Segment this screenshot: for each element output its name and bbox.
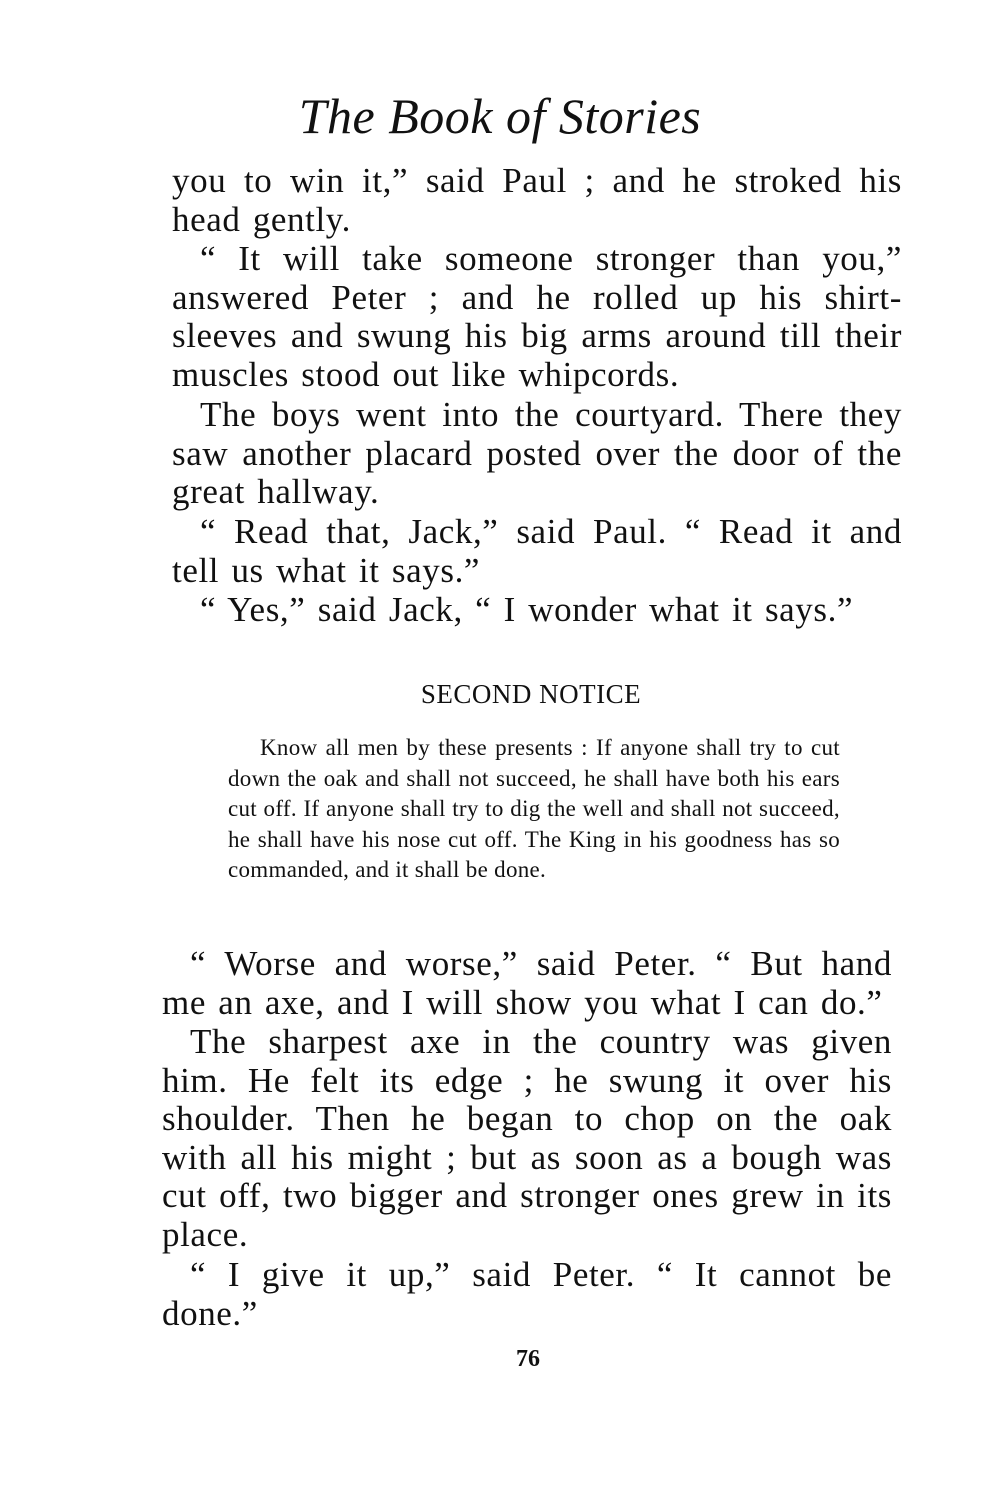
- paragraph-courtyard: The boys went into the courtyard. There they saw another placard posted over the door of the great hallway.: [172, 395, 902, 511]
- paragraph-continuation: you to win it,” said Paul ; and he stroked his head gently.: [172, 161, 902, 239]
- page-number: 76: [516, 1346, 540, 1372]
- paragraph-jack-wonder: “ Yes,” said Jack, “ I wonder what it says.”: [200, 590, 854, 629]
- notice-heading: SECOND NOTICE: [420, 679, 642, 709]
- paragraph-peter-answer: “ It will take someone stronger than you,” answered Peter ; and he rolled up his shirt-sleeves and swung his big arms around till their muscles stood out like whipcords.: [172, 239, 902, 394]
- paragraph-give-it-up: “ I give it up,” said Peter. “ It cannot be done.”: [162, 1255, 892, 1333]
- paragraph-read-that: “ Read that, Jack,” said Paul. “ Read it and tell us what it says.”: [172, 512, 902, 590]
- paragraph-worse-and-worse: “ Worse and worse,” said Peter. “ But hand me an axe, and I will show you what I can do.”: [162, 944, 892, 1022]
- notice-text: Know all men by these presents : If anyone shall try to cut down the oak and shall not succeed, he shall have both his ears cut off. If anyone shall try to dig the well and shall not succeed, he shall have his nose cut off. The King in his goodness has so commanded, and it shall be done.: [228, 735, 840, 882]
- paragraph-sharpest-axe: The sharpest axe in the country was given him. He felt its edge ; he swung it over his shoulder. Then he began to chop on the oak with all his might ; but as soon as a bough was cut off, two bigger and stronger ones grew in its place.: [162, 1022, 892, 1254]
- running-title: The Book of Stories: [298, 88, 702, 144]
